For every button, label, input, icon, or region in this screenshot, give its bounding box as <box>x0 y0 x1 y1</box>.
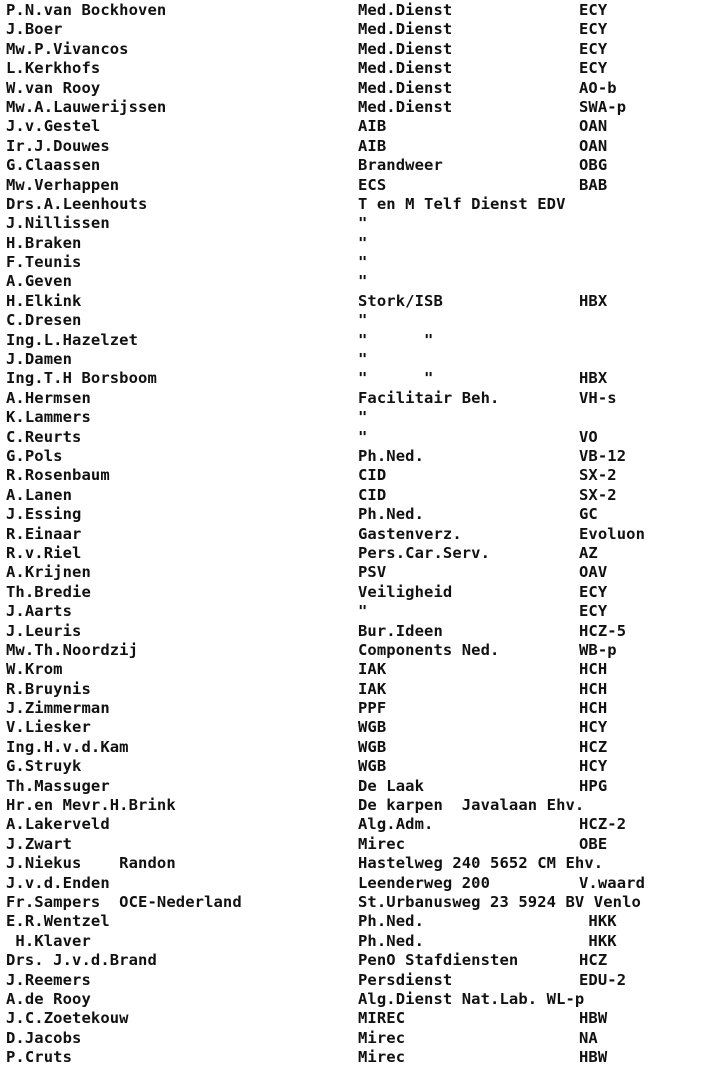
department: Ph.Ned. <box>358 931 425 950</box>
location-code: HCZ <box>579 951 608 970</box>
list-item <box>0 253 714 272</box>
location-code: AO-b <box>579 78 617 97</box>
department: IAK <box>358 679 387 698</box>
list-item <box>0 932 714 951</box>
location-code: HKK <box>579 931 617 950</box>
department: " <box>358 427 368 446</box>
list-item <box>0 195 714 214</box>
list-item <box>0 98 714 117</box>
department: Hastelweg 240 5652 CM Ehv. <box>358 854 604 873</box>
department: Facilitair Beh. <box>358 388 500 407</box>
location-code: HCZ-2 <box>579 815 627 834</box>
location-code: OBE <box>579 834 608 853</box>
list-item <box>0 525 714 544</box>
list-item <box>0 292 714 311</box>
list-item <box>0 718 714 737</box>
list-item <box>0 660 714 679</box>
list-item <box>0 796 714 815</box>
person-name: R.Rosenbaum <box>6 466 110 485</box>
department: Pers.Car.Serv. <box>358 543 491 562</box>
person-name: Hr.en Mevr.H.Brink <box>6 796 176 815</box>
location-code: HBX <box>579 291 608 310</box>
department: " " <box>358 330 434 349</box>
list-item <box>0 369 714 388</box>
person-name: J.Niekus Randon <box>6 854 176 873</box>
list-item <box>0 738 714 757</box>
department: " <box>358 408 368 427</box>
location-code: BAB <box>579 175 608 194</box>
list-item <box>0 79 714 98</box>
person-name: Drs.A.Leenhouts <box>6 194 148 213</box>
location-code: V.waard <box>579 873 646 892</box>
person-name: J.v.d.Enden <box>6 873 110 892</box>
list-item <box>0 680 714 699</box>
list-item <box>0 912 714 931</box>
department: De Laak <box>358 776 425 795</box>
department: ECS <box>358 175 387 194</box>
person-name: Mw.Verhappen <box>6 175 120 194</box>
person-name: G.Claassen <box>6 156 101 175</box>
list-item <box>0 234 714 253</box>
department: Med.Dienst <box>358 1 453 19</box>
location-code: HCH <box>579 660 608 679</box>
department: Med.Dienst <box>358 39 453 58</box>
person-name: P.Cruts <box>6 1048 73 1067</box>
location-code: GC <box>579 505 598 524</box>
list-item <box>0 874 714 893</box>
person-name: Th.Massuger <box>6 776 110 795</box>
person-name: Mw.A.Lauwerijssen <box>6 97 167 116</box>
department: Leenderweg 200 <box>358 873 491 892</box>
location-code: SWA-p <box>579 97 627 116</box>
list-item <box>0 214 714 233</box>
list-item <box>0 641 714 660</box>
department: Med.Dienst <box>358 97 453 116</box>
list-item <box>0 176 714 195</box>
location-code: SX-2 <box>579 485 617 504</box>
list-item <box>0 447 714 466</box>
department: " <box>358 233 368 252</box>
person-name: G.Pols <box>6 446 63 465</box>
person-name: J.Nillissen <box>6 214 110 233</box>
person-name: J.Aarts <box>6 602 73 621</box>
person-name: A.Hermsen <box>6 388 91 407</box>
list-item <box>0 815 714 834</box>
location-code: ECY <box>579 39 608 58</box>
person-name: J.C.Zoetekouw <box>6 1009 129 1028</box>
list-item <box>0 331 714 350</box>
person-name: A.Lakerveld <box>6 815 110 834</box>
person-name: J.Zwart <box>6 834 73 853</box>
list-item <box>0 486 714 505</box>
person-name: J.Zimmerman <box>6 699 110 718</box>
location-code: AZ <box>579 543 598 562</box>
person-name: A.Lanen <box>6 485 73 504</box>
department: AIB <box>358 117 387 136</box>
list-item <box>0 990 714 1009</box>
list-item <box>0 699 714 718</box>
list-item <box>0 1048 714 1067</box>
department: Mirec <box>358 834 406 853</box>
person-name: J.Boer <box>6 20 63 39</box>
person-name: H.Klaver <box>6 931 91 950</box>
list-item <box>0 622 714 641</box>
list-item <box>0 583 714 602</box>
department: Alg.Dienst Nat.Lab. WL-p <box>358 989 585 1008</box>
location-code: HBW <box>579 1048 608 1067</box>
list-item <box>0 156 714 175</box>
person-name: Ing.T.H Borsboom <box>6 369 157 388</box>
person-name: Ing.H.v.d.Kam <box>6 737 129 756</box>
person-name: Ir.J.Douwes <box>6 136 110 155</box>
department: " <box>358 253 368 272</box>
list-item <box>0 893 714 912</box>
department: " <box>358 272 368 291</box>
list-item <box>0 835 714 854</box>
person-name: W.van Rooy <box>6 78 101 97</box>
person-name: H.Braken <box>6 233 82 252</box>
location-code: HPG <box>579 776 608 795</box>
department: " " <box>358 369 434 388</box>
department: Persdienst <box>358 970 453 989</box>
department: Brandweer <box>358 156 443 175</box>
department: WGB <box>358 737 387 756</box>
location-code: VB-12 <box>579 446 627 465</box>
list-item <box>0 20 714 39</box>
department: " <box>358 214 368 233</box>
department: Components Ned. <box>358 640 500 659</box>
person-name: J.Reemers <box>6 970 91 989</box>
department: WGB <box>358 757 387 776</box>
location-code: ECY <box>579 602 608 621</box>
list-item <box>0 757 714 776</box>
department: " <box>358 311 368 330</box>
department: PSV <box>358 563 387 582</box>
location-code: ECY <box>579 1 608 19</box>
location-code: OAN <box>579 136 608 155</box>
location-code: ECY <box>579 20 608 39</box>
list-item <box>0 854 714 873</box>
person-name: Th.Bredie <box>6 582 91 601</box>
department: St.Urbanusweg 23 5924 BV Venlo <box>358 892 641 911</box>
person-name: W.Krom <box>6 660 63 679</box>
location-code: OAV <box>579 563 608 582</box>
location-code: OAN <box>579 117 608 136</box>
department: De karpen Javalaan Ehv. <box>358 796 585 815</box>
list-item <box>0 466 714 485</box>
location-code: OBG <box>579 156 608 175</box>
department: Stork/ISB <box>358 291 443 310</box>
department: Mirec <box>358 1028 406 1047</box>
list-item <box>0 40 714 59</box>
location-code: HCH <box>579 679 608 698</box>
person-name: A.Krijnen <box>6 563 91 582</box>
person-name: A.Geven <box>6 272 73 291</box>
person-name: R.Einaar <box>6 524 82 543</box>
list-item <box>0 428 714 447</box>
person-name: L.Kerkhofs <box>6 59 101 78</box>
department: Ph.Ned. <box>358 505 425 524</box>
location-code: HBX <box>579 369 608 388</box>
department: Alg.Adm. <box>358 815 434 834</box>
person-name: A.de Rooy <box>6 989 91 1008</box>
location-code: SX-2 <box>579 466 617 485</box>
list-item <box>0 971 714 990</box>
address-list <box>0 1 714 1067</box>
location-code: HKK <box>579 912 617 931</box>
person-name: Mw.P.Vivancos <box>6 39 129 58</box>
person-name: D.Jacobs <box>6 1028 82 1047</box>
person-name: C.Reurts <box>6 427 82 446</box>
person-name: Mw.Th.Noordzij <box>6 640 139 659</box>
person-name: G.Struyk <box>6 757 82 776</box>
person-name: J.Leuris <box>6 621 82 640</box>
location-code: NA <box>579 1028 598 1047</box>
person-name: J.Essing <box>6 505 82 524</box>
location-code: Evoluon <box>579 524 646 543</box>
department: Mirec <box>358 1048 406 1067</box>
person-name: C.Dresen <box>6 311 82 330</box>
person-name: F.Teunis <box>6 253 82 272</box>
location-code: VH-s <box>579 388 617 407</box>
location-code: WB-p <box>579 640 617 659</box>
person-name: Drs. J.v.d.Brand <box>6 951 157 970</box>
department: Ph.Ned. <box>358 912 425 931</box>
list-item <box>0 1029 714 1048</box>
location-code: VO <box>579 427 598 446</box>
department: Ph.Ned. <box>358 446 425 465</box>
department: Gastenverz. <box>358 524 462 543</box>
person-name: R.v.Riel <box>6 543 82 562</box>
person-name: P.N.van Bockhoven <box>6 1 167 19</box>
list-item <box>0 544 714 563</box>
list-item <box>0 350 714 369</box>
location-code: HCY <box>579 757 608 776</box>
list-item <box>0 602 714 621</box>
department: WGB <box>358 718 387 737</box>
department: Veiligheid <box>358 582 453 601</box>
location-code: HCY <box>579 718 608 737</box>
department: CID <box>358 466 387 485</box>
department: CID <box>358 485 387 504</box>
department: " <box>358 602 368 621</box>
list-item <box>0 505 714 524</box>
list-item <box>0 311 714 330</box>
person-name: K.Lammers <box>6 408 91 427</box>
department: PenO Stafdiensten <box>358 951 519 970</box>
list-item <box>0 272 714 291</box>
department: T en M Telf Dienst EDV <box>358 194 566 213</box>
location-code: HBW <box>579 1009 608 1028</box>
department: Med.Dienst <box>358 59 453 78</box>
department: Bur.Ideen <box>358 621 443 640</box>
list-item <box>0 389 714 408</box>
list-item <box>0 777 714 796</box>
department: MIREC <box>358 1009 406 1028</box>
person-name: Fr.Sampers OCE-Nederland <box>6 892 242 911</box>
department: " <box>358 350 368 369</box>
person-name: J.Damen <box>6 350 73 369</box>
location-code: HCZ <box>579 737 608 756</box>
department: PPF <box>358 699 387 718</box>
list-item <box>0 137 714 156</box>
list-item <box>0 563 714 582</box>
department: Med.Dienst <box>358 20 453 39</box>
location-code: EDU-2 <box>579 970 627 989</box>
list-item <box>0 408 714 427</box>
list-item <box>0 1009 714 1028</box>
list-item <box>0 951 714 970</box>
person-name: V.Liesker <box>6 718 91 737</box>
person-name: H.Elkink <box>6 291 82 310</box>
person-name: Ing.L.Hazelzet <box>6 330 139 349</box>
location-code: ECY <box>579 59 608 78</box>
location-code: HCH <box>579 699 608 718</box>
person-name: E.R.Wentzel <box>6 912 110 931</box>
person-name: R.Bruynis <box>6 679 91 698</box>
location-code: ECY <box>579 582 608 601</box>
department: Med.Dienst <box>358 78 453 97</box>
list-item <box>0 117 714 136</box>
department: AIB <box>358 136 387 155</box>
location-code: HCZ-5 <box>579 621 627 640</box>
department: IAK <box>358 660 387 679</box>
list-item <box>0 1 714 20</box>
list-item <box>0 59 714 78</box>
person-name: J.v.Gestel <box>6 117 101 136</box>
